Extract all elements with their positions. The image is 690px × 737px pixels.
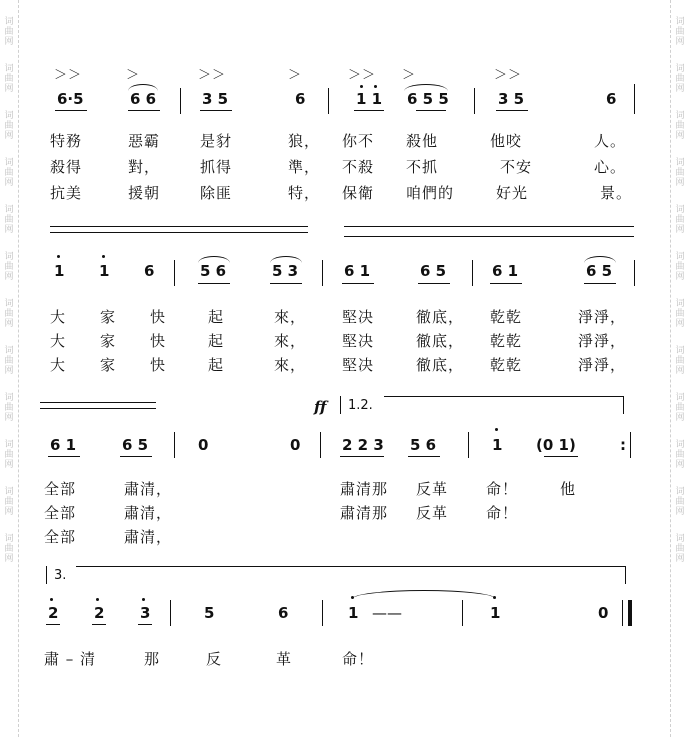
watermark-char: 曲 xyxy=(4,215,14,225)
watermark-char: 网 xyxy=(675,84,685,94)
watermark-char: 词 xyxy=(4,252,14,262)
watermark-char: 网 xyxy=(675,460,685,470)
volta-bracket-line xyxy=(76,566,626,567)
note: 1 xyxy=(99,262,110,280)
lyric: 殺得 xyxy=(50,158,83,176)
lyric: 快 xyxy=(150,356,167,374)
volta-bracket-start xyxy=(46,566,47,584)
watermark-group xyxy=(4,534,13,564)
watermark-group xyxy=(4,299,13,329)
watermark-group xyxy=(4,17,13,47)
beam-line xyxy=(342,283,374,284)
rule-line xyxy=(50,232,308,233)
watermark-char: 网 xyxy=(675,178,685,188)
lyric: 全部 xyxy=(44,504,77,522)
beam-line xyxy=(46,624,60,625)
lyric: 肅清， xyxy=(124,480,173,498)
rule-line xyxy=(50,226,308,227)
watermark-char: 网 xyxy=(4,225,14,235)
lyric: 家 xyxy=(100,356,117,374)
rule-line xyxy=(40,402,156,403)
watermark-group xyxy=(675,158,684,188)
lyric: 肅清那 xyxy=(340,504,389,522)
note-group: 5 6 xyxy=(410,436,437,454)
lyric: 快 xyxy=(150,308,167,326)
watermark-char: 词 xyxy=(4,440,14,450)
note: 1 xyxy=(54,262,65,280)
lyric: 反 xyxy=(206,650,223,668)
watermark-char: 词 xyxy=(4,64,14,74)
watermark-char: 词 xyxy=(4,393,14,403)
octave-dot xyxy=(96,598,99,601)
lyric: 堅决 xyxy=(342,308,375,326)
accent-mark: ＞＞ xyxy=(348,68,377,83)
note-group: 3 5 xyxy=(202,90,229,108)
watermark-char: 词 xyxy=(4,158,14,168)
lyric: 抓得 xyxy=(200,158,233,176)
lyric: 淨淨， xyxy=(578,308,627,326)
slur xyxy=(270,256,302,263)
watermark-char: 曲 xyxy=(675,121,685,131)
watermark-group xyxy=(675,111,684,141)
watermark-group xyxy=(675,487,684,517)
final-barline xyxy=(628,600,632,626)
lyric: 抗美 xyxy=(50,184,83,202)
slur xyxy=(128,84,158,91)
watermark-char: 词 xyxy=(675,393,685,403)
note: 2 xyxy=(48,604,59,622)
watermark-char: 词 xyxy=(4,487,14,497)
beam-line xyxy=(55,110,87,111)
watermark-group xyxy=(4,346,13,376)
lyric: 大 xyxy=(50,332,67,350)
lyric: 堅决 xyxy=(342,356,375,374)
lyric: 除匪 xyxy=(200,184,233,202)
note-group: 6 xyxy=(295,90,306,108)
lyric: 殺他 xyxy=(406,132,439,150)
beam-line xyxy=(138,624,152,625)
lyric: 淨淨， xyxy=(578,356,627,374)
watermark-char: 网 xyxy=(675,131,685,141)
barline xyxy=(174,260,175,286)
octave-dot xyxy=(495,428,498,431)
watermark-char: 网 xyxy=(4,131,14,141)
note-group: (0 1) xyxy=(536,436,576,454)
octave-dot xyxy=(50,598,53,601)
note-group: 5 6 xyxy=(200,262,227,280)
note-group: 6 5 5 xyxy=(407,90,449,108)
slur xyxy=(198,256,230,263)
watermark-group xyxy=(675,64,684,94)
rest: 0 xyxy=(290,436,301,454)
lyric: 不抓 xyxy=(406,158,439,176)
lyric: 特， xyxy=(288,184,321,202)
lyric: 你不 xyxy=(342,132,375,150)
barline xyxy=(634,260,635,286)
note: 1 xyxy=(348,604,359,622)
lyric: 徹底， xyxy=(416,308,465,326)
watermark-char: 网 xyxy=(4,507,14,517)
watermark-char: 词 xyxy=(675,487,685,497)
lyric: 狼， xyxy=(288,132,321,150)
watermark-group xyxy=(4,64,13,94)
barline xyxy=(472,260,473,286)
watermark-char: 词 xyxy=(4,346,14,356)
watermark-char: 词 xyxy=(675,64,685,74)
note-group: 5 3 xyxy=(272,262,299,280)
lyric: 人。 xyxy=(594,132,627,150)
lyric: 對， xyxy=(128,158,161,176)
lyric: 命！ xyxy=(486,504,519,522)
dash: —— xyxy=(372,604,402,622)
slur xyxy=(584,256,616,263)
beam-line xyxy=(128,110,160,111)
lyric: 他 xyxy=(560,480,577,498)
note-group: 2 2 3 xyxy=(342,436,384,454)
watermark-char: 曲 xyxy=(4,450,14,460)
beam-line xyxy=(354,110,384,111)
beam-line xyxy=(418,283,450,284)
volta-bracket-end xyxy=(625,566,626,584)
lyric: 徹底， xyxy=(416,356,465,374)
lyric: 淨淨， xyxy=(578,332,627,350)
watermark-char: 词 xyxy=(4,299,14,309)
watermark-char: 网 xyxy=(4,554,14,564)
right-watermark-strip xyxy=(670,0,689,737)
watermark-char: 词 xyxy=(4,111,14,121)
watermark-char: 词 xyxy=(675,17,685,27)
beam-line xyxy=(270,283,302,284)
watermark-group xyxy=(4,487,13,517)
barline xyxy=(468,432,469,458)
beam-line xyxy=(200,110,232,111)
note-group: 6 5 xyxy=(586,262,613,280)
note-group: 1 1 xyxy=(356,90,383,108)
octave-dot xyxy=(360,85,363,88)
watermark-char: 曲 xyxy=(4,544,14,554)
watermark-group xyxy=(4,205,13,235)
note-group: 6 5 xyxy=(420,262,447,280)
note-group: 6 1 xyxy=(50,436,77,454)
lyric: 來， xyxy=(274,332,307,350)
watermark-char: 网 xyxy=(4,272,14,282)
watermark-group xyxy=(675,346,684,376)
note-group: 6 1 xyxy=(344,262,371,280)
note: 6 xyxy=(278,604,289,622)
tie xyxy=(352,590,496,599)
note: 3 xyxy=(140,604,151,622)
beam-line xyxy=(198,283,230,284)
barline xyxy=(180,88,181,114)
accent-mark: ＞ xyxy=(402,68,417,83)
left-watermark-strip xyxy=(0,0,19,737)
barline xyxy=(622,600,623,626)
note-group: 6 6 xyxy=(130,90,157,108)
note-group: 6 5 xyxy=(122,436,149,454)
lyric: 起 xyxy=(208,332,225,350)
lyric: 好光 xyxy=(496,184,529,202)
barline xyxy=(634,84,635,114)
watermark-char: 曲 xyxy=(675,27,685,37)
lyric: 是豺 xyxy=(200,132,233,150)
beam-line xyxy=(48,456,80,457)
lyric: 起 xyxy=(208,356,225,374)
lyric: 家 xyxy=(100,308,117,326)
barline xyxy=(322,260,323,286)
lyric: 命！ xyxy=(486,480,519,498)
note-group: 6·5 xyxy=(57,90,84,108)
watermark-char: 曲 xyxy=(4,356,14,366)
watermark-char: 曲 xyxy=(675,450,685,460)
watermark-group xyxy=(675,299,684,329)
lyric: 援朝 xyxy=(128,184,161,202)
watermark-char: 曲 xyxy=(675,356,685,366)
watermark-char: 曲 xyxy=(675,403,685,413)
lyric: 保衛 xyxy=(342,184,375,202)
lyric: 堅决 xyxy=(342,332,375,350)
watermark-char: 词 xyxy=(675,111,685,121)
note: 2 xyxy=(94,604,105,622)
volta-bracket-start xyxy=(340,396,341,414)
watermark-char: 曲 xyxy=(4,403,14,413)
watermark-group xyxy=(675,393,684,423)
watermark-char: 网 xyxy=(675,272,685,282)
lyric: 肅 – 清 xyxy=(44,650,97,668)
watermark-char: 网 xyxy=(4,366,14,376)
accent-mark: ＞＞ xyxy=(54,68,83,83)
watermark-char: 曲 xyxy=(4,74,14,84)
watermark-char: 曲 xyxy=(4,262,14,272)
watermark-group xyxy=(4,440,13,470)
note: 1 xyxy=(490,604,501,622)
watermark-group xyxy=(4,252,13,282)
watermark-char: 词 xyxy=(675,205,685,215)
lyric: 家 xyxy=(100,332,117,350)
watermark-char: 网 xyxy=(4,178,14,188)
octave-dot xyxy=(102,255,105,258)
beam-line xyxy=(340,456,384,457)
barline xyxy=(174,432,175,458)
lyric: 咱們的 xyxy=(406,184,455,202)
watermark-char: 曲 xyxy=(4,497,14,507)
octave-dot xyxy=(57,255,60,258)
accent-mark: ＞＞ xyxy=(494,68,523,83)
watermark-group xyxy=(675,252,684,282)
watermark-char: 网 xyxy=(4,413,14,423)
lyric: 反革 xyxy=(416,480,449,498)
watermark-char: 词 xyxy=(675,158,685,168)
watermark-char: 网 xyxy=(675,366,685,376)
accent-mark: ＞ xyxy=(288,68,303,83)
slur xyxy=(404,84,448,91)
watermark-char: 曲 xyxy=(675,215,685,225)
watermark-group xyxy=(675,17,684,47)
beam-line xyxy=(496,110,528,111)
lyric: 大 xyxy=(50,308,67,326)
watermark-char: 网 xyxy=(675,413,685,423)
barline xyxy=(630,432,631,458)
watermark-char: 网 xyxy=(4,460,14,470)
lyric: 起 xyxy=(208,308,225,326)
watermark-char: 曲 xyxy=(675,262,685,272)
watermark-char: 词 xyxy=(4,17,14,27)
lyric: 全部 xyxy=(44,528,77,546)
watermark-char: 网 xyxy=(675,319,685,329)
note: 5 xyxy=(204,604,215,622)
beam-line xyxy=(416,110,446,111)
beam-line xyxy=(584,283,616,284)
watermark-char: 网 xyxy=(4,84,14,94)
watermark-char: 网 xyxy=(675,554,685,564)
note-group: 6 1 xyxy=(492,262,519,280)
watermark-group xyxy=(4,393,13,423)
watermark-char: 词 xyxy=(4,534,14,544)
barline xyxy=(328,88,329,114)
lyric: 他咬 xyxy=(490,132,523,150)
octave-dot xyxy=(374,85,377,88)
lyric: 肅清， xyxy=(124,528,173,546)
watermark-char: 网 xyxy=(4,319,14,329)
lyric: 準， xyxy=(288,158,321,176)
barline xyxy=(474,88,475,114)
watermark-group xyxy=(675,440,684,470)
note: 1 xyxy=(492,436,503,454)
lyric: 乾乾 xyxy=(490,332,523,350)
watermark-char: 词 xyxy=(675,252,685,262)
note-group: 6 xyxy=(606,90,617,108)
lyric: 特務 xyxy=(50,132,83,150)
dynamic-marking: ff xyxy=(314,398,327,416)
lyric: 那 xyxy=(144,650,161,668)
lyric: 命！ xyxy=(342,650,375,668)
repeat-sign: : xyxy=(620,436,626,454)
lyric: 快 xyxy=(150,332,167,350)
rule-line xyxy=(40,408,156,409)
watermark-group xyxy=(4,158,13,188)
lyric: 革 xyxy=(276,650,293,668)
note: 6 xyxy=(144,262,155,280)
lyric: 徹底， xyxy=(416,332,465,350)
lyric: 反革 xyxy=(416,504,449,522)
accent-mark: ＞ xyxy=(126,68,141,83)
barline xyxy=(320,432,321,458)
rule-line xyxy=(344,226,634,227)
watermark-char: 曲 xyxy=(4,121,14,131)
lyric: 大 xyxy=(50,356,67,374)
watermark-char: 词 xyxy=(675,534,685,544)
lyric: 不殺 xyxy=(342,158,375,176)
lyric: 乾乾 xyxy=(490,356,523,374)
watermark-char: 曲 xyxy=(675,168,685,178)
beam-line xyxy=(544,456,578,457)
beam-line xyxy=(92,624,106,625)
watermark-char: 曲 xyxy=(675,497,685,507)
accent-mark: ＞＞ xyxy=(198,68,227,83)
score-page xyxy=(22,0,666,737)
watermark-char: 词 xyxy=(675,346,685,356)
watermark-char: 词 xyxy=(675,440,685,450)
lyric: 景。 xyxy=(600,184,633,202)
watermark-char: 曲 xyxy=(4,309,14,319)
watermark-char: 曲 xyxy=(4,27,14,37)
volta-bracket-end xyxy=(623,396,624,414)
lyric: 來， xyxy=(274,308,307,326)
watermark-char: 曲 xyxy=(4,168,14,178)
watermark-char: 曲 xyxy=(675,544,685,554)
watermark-group xyxy=(675,534,684,564)
beam-line xyxy=(490,283,522,284)
watermark-char: 网 xyxy=(4,37,14,47)
lyric: 不安 xyxy=(500,158,533,176)
lyric: 心。 xyxy=(594,158,627,176)
barline xyxy=(170,600,171,626)
lyric: 全部 xyxy=(44,480,77,498)
volta-label: 3. xyxy=(54,568,67,583)
rest: 0 xyxy=(198,436,209,454)
watermark-char: 网 xyxy=(675,225,685,235)
barline xyxy=(322,600,323,626)
lyric: 肅清那 xyxy=(340,480,389,498)
watermark-char: 词 xyxy=(675,299,685,309)
rule-line xyxy=(344,236,634,237)
volta-bracket-line xyxy=(384,396,624,397)
watermark-char: 网 xyxy=(675,507,685,517)
lyric: 乾乾 xyxy=(490,308,523,326)
beam-line xyxy=(120,456,152,457)
watermark-char: 词 xyxy=(4,205,14,215)
lyric: 惡霸 xyxy=(128,132,161,150)
volta-label: 1.2. xyxy=(348,398,373,413)
watermark-char: 网 xyxy=(675,37,685,47)
watermark-group xyxy=(4,111,13,141)
lyric: 來， xyxy=(274,356,307,374)
octave-dot xyxy=(142,598,145,601)
barline xyxy=(462,600,463,626)
beam-line xyxy=(408,456,440,457)
watermark-group xyxy=(675,205,684,235)
rest: 0 xyxy=(598,604,609,622)
watermark-char: 曲 xyxy=(675,309,685,319)
watermark-char: 曲 xyxy=(675,74,685,84)
lyric: 肅清， xyxy=(124,504,173,522)
note-group: 3 5 xyxy=(498,90,525,108)
